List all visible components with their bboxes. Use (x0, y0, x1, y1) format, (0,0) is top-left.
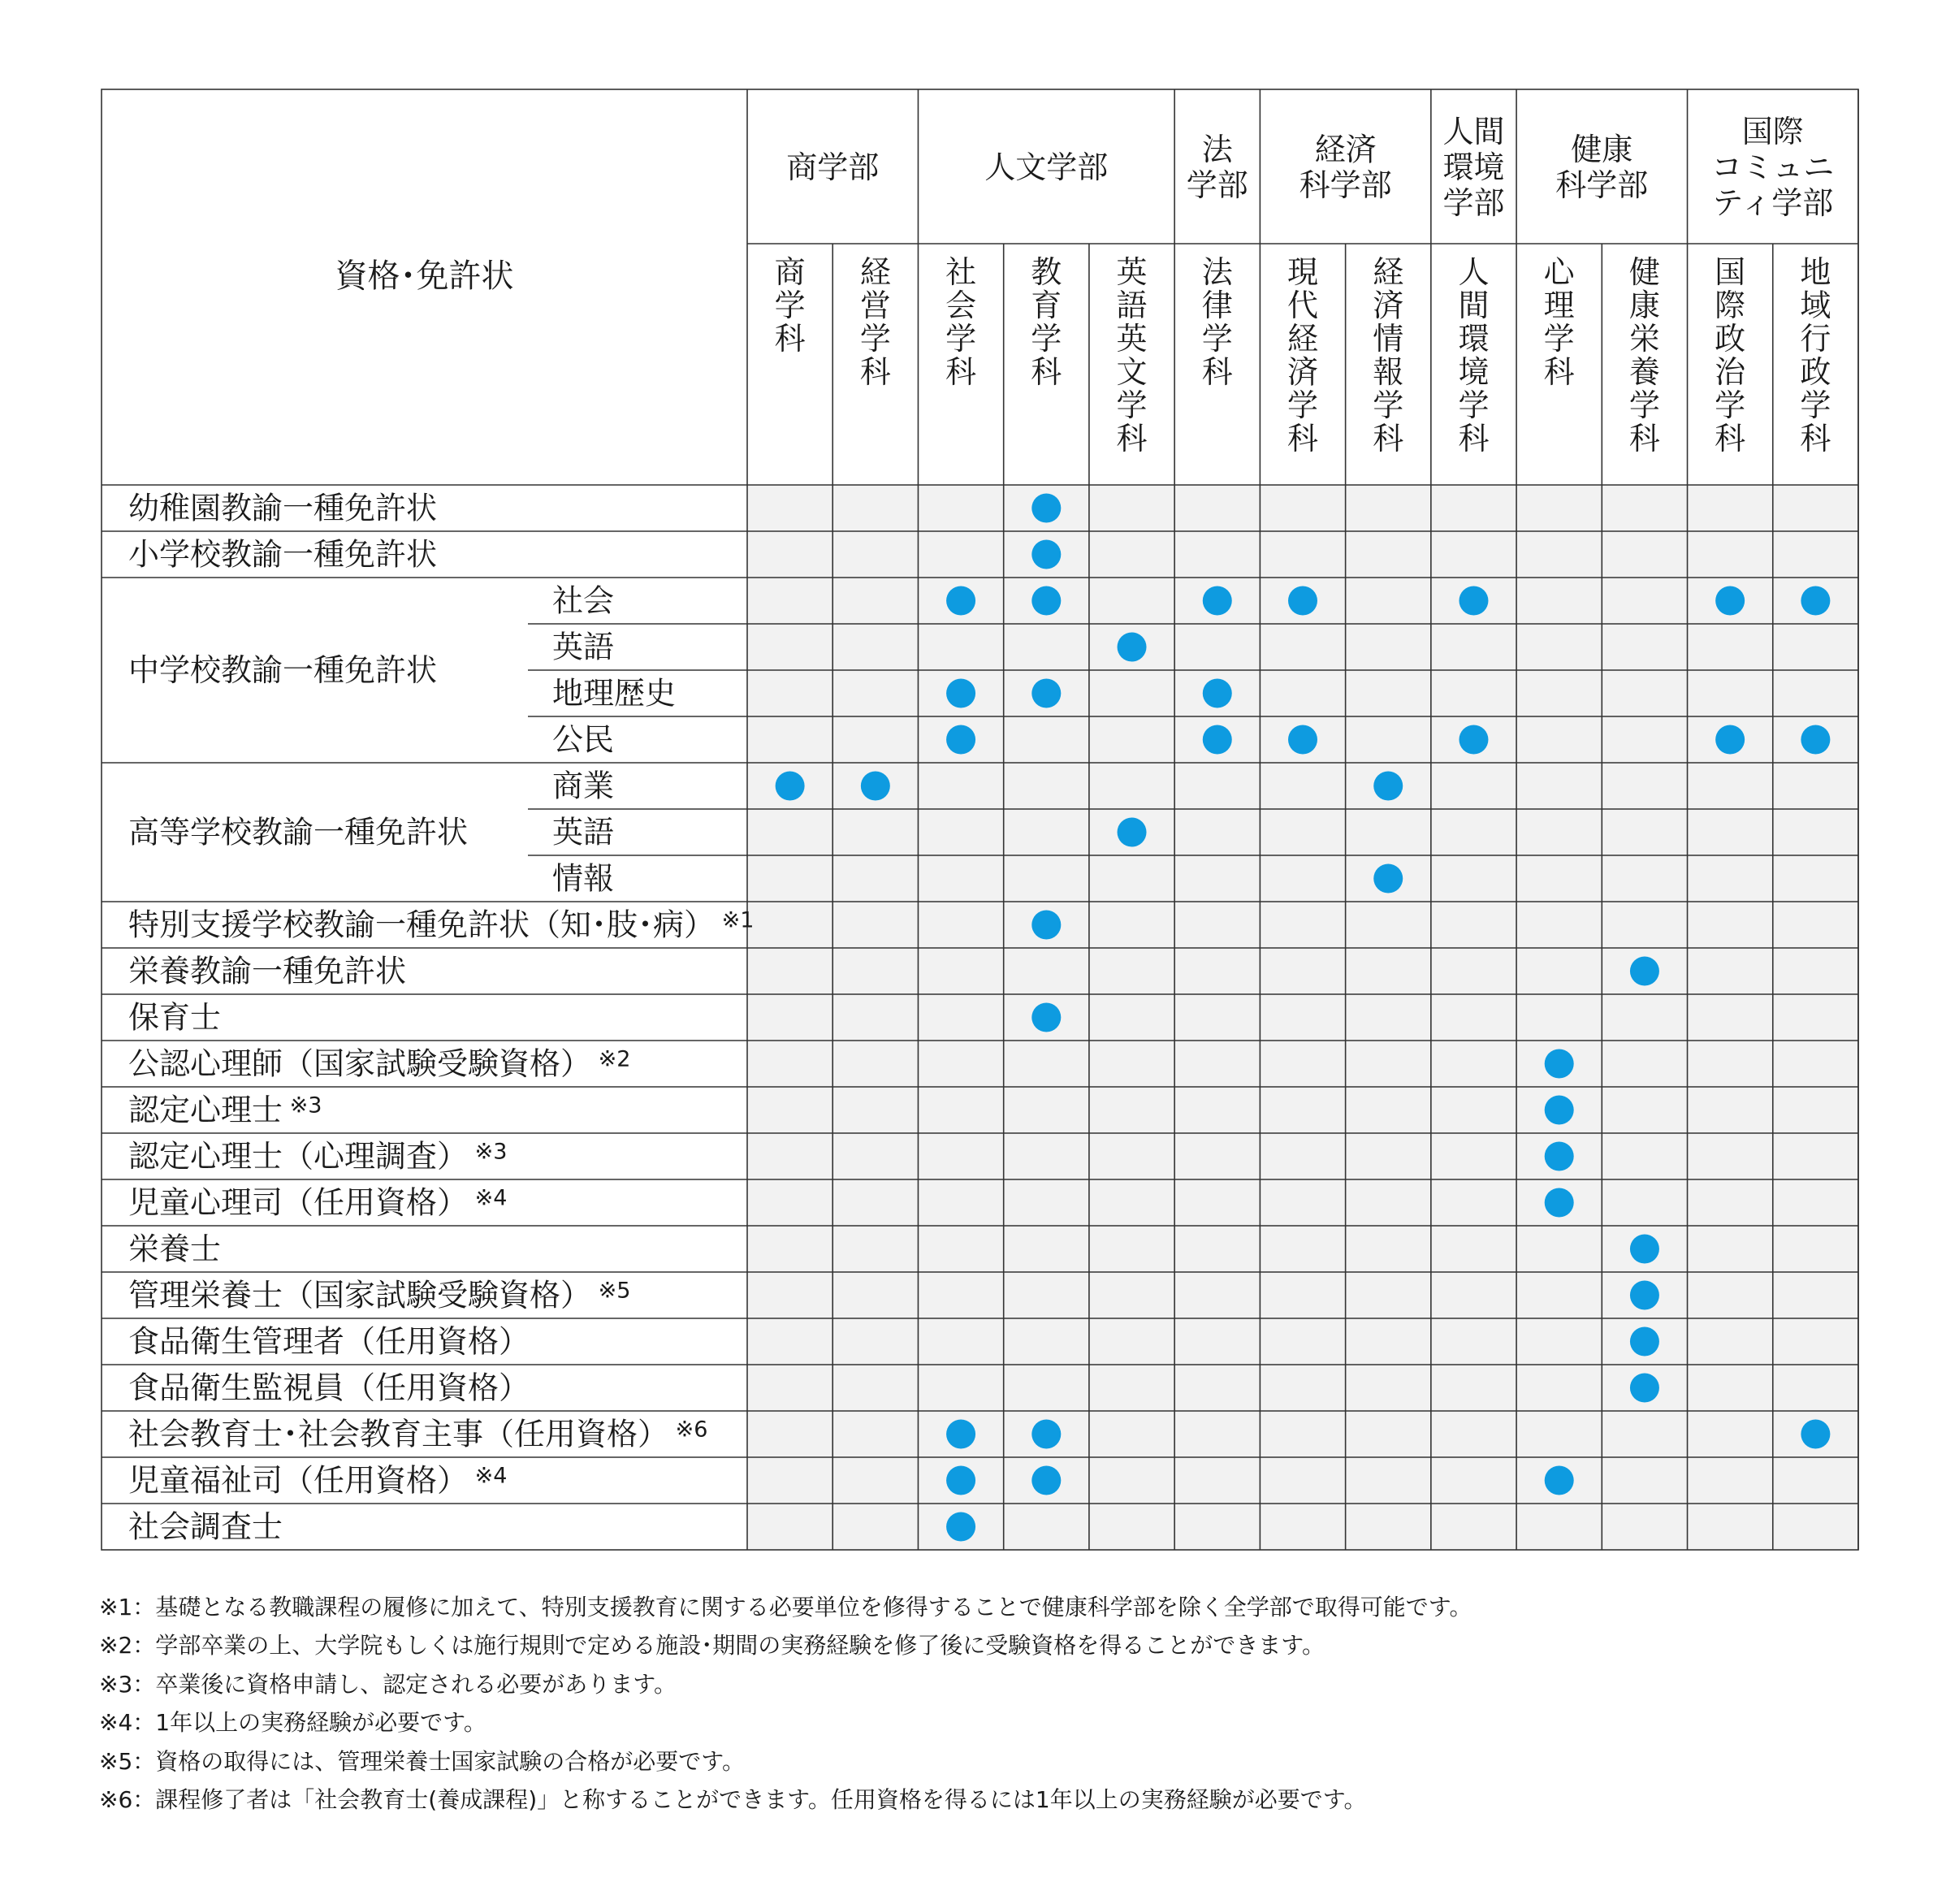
faculty-header-1: 人文学部 (984, 149, 1109, 185)
available-marker (1801, 586, 1830, 616)
faculty-header-5: 健康科学部 (1555, 132, 1649, 203)
qualification-label: 管理栄養士（国家試験受験資格） $^{※5}$ (128, 1277, 631, 1313)
available-marker (946, 586, 975, 616)
department-header-9: 心理学科 (1543, 254, 1575, 390)
subject-label: 商業 (552, 768, 615, 804)
qualification-label: 中学校教諭一種免許状 (128, 652, 438, 688)
qualification-label: 栄養士 (128, 1231, 222, 1267)
available-marker (1031, 1003, 1061, 1032)
department-header-8: 人間環境学科 (1458, 254, 1490, 457)
available-marker (1373, 772, 1403, 801)
available-marker (1031, 1466, 1061, 1495)
available-marker (1203, 725, 1232, 755)
footnote-text: 1年以上の実務経験が必要です。 (155, 1709, 486, 1737)
available-marker (946, 679, 975, 708)
qualification-label: 児童福祉司（任用資格） $^{※4}$ (128, 1462, 508, 1499)
available-marker (1203, 679, 1232, 708)
available-marker (946, 1420, 975, 1449)
footnote-key: ※1： (99, 1594, 156, 1621)
department-header-10: 健康栄養学科 (1628, 254, 1660, 457)
available-marker (1031, 540, 1061, 569)
available-marker (861, 772, 890, 801)
qualification-label: 保育士 (128, 999, 222, 1036)
mark-area-background (747, 485, 1858, 1550)
footnote (99, 1665, 1927, 1703)
department-header-4: 英語英文学科 (1116, 254, 1148, 457)
department-header-7: 経済情報学科 (1373, 254, 1404, 457)
footnote-text: 課程修了者は「社会教育士(養成課程)」と称することができます。任用資格を得るには1年以上の実務経験が必要です。 (155, 1785, 1367, 1813)
available-marker (1031, 679, 1061, 708)
qualification-label: 認定心理士 $^{※3}$ (128, 1092, 322, 1128)
faculty-header-2: 法学部 (1186, 132, 1248, 203)
qualification-label: 児童心理司（任用資格） $^{※4}$ (128, 1184, 508, 1221)
qualification-label: 高等学校教諭一種免許状 (128, 814, 469, 850)
subject-label: 英語 (552, 814, 615, 850)
department-header-2: 社会学科 (945, 254, 977, 390)
qualification-label: 認定心理士（心理調査） $^{※3}$ (128, 1138, 508, 1175)
available-marker (1373, 864, 1403, 894)
footnote-text: 基礎となる教職課程の履修に加えて、特別支援教育に関する必要単位を修得することで健康科学部を除く全学部で取得可能です。 (155, 1594, 1472, 1621)
department-header-5: 法律学科 (1201, 254, 1233, 390)
available-marker (946, 1512, 975, 1542)
available-marker (946, 725, 975, 755)
available-marker (1031, 911, 1061, 940)
department-header-0: 商学科 (774, 254, 806, 357)
available-marker (1545, 1049, 1574, 1079)
footnote-text: 卒業後に資格申請し、認定される必要があります。 (155, 1670, 677, 1698)
available-marker (1630, 1327, 1659, 1357)
footnote-key: ※3： (99, 1670, 156, 1698)
subject-label: 英語 (552, 629, 615, 665)
faculty-header-4: 人間環境学部 (1442, 114, 1505, 221)
available-marker (946, 1466, 975, 1495)
available-marker (1288, 586, 1317, 616)
qualification-label: 栄養教諭一種免許状 (128, 953, 407, 989)
footnotes (99, 1588, 1927, 1819)
department-header-6: 現代経済学科 (1287, 254, 1319, 457)
subject-label: 地理歴史 (552, 675, 677, 712)
qualification-label: 幼稚園教諭一種免許状 (128, 490, 438, 526)
subject-label: 社会 (552, 582, 615, 619)
available-marker (1715, 586, 1745, 616)
faculty-header-3: 経済科学部 (1299, 132, 1392, 203)
available-marker (1630, 957, 1659, 986)
footnote (99, 1626, 1927, 1664)
faculty-header-6: 国際コミュニティ学部 (1711, 114, 1835, 221)
footnote-key: ※5： (99, 1747, 156, 1775)
footnote-key: ※6： (99, 1785, 156, 1813)
available-marker (1630, 1281, 1659, 1310)
available-marker (1118, 818, 1147, 847)
available-marker (1031, 586, 1061, 616)
footnote-text: 学部卒業の上、大学院もしくは施行規則で定める施設･期間の実務経験を修了後に受験資格を得ることができます。 (155, 1632, 1325, 1660)
department-header-3: 教育学科 (1031, 254, 1062, 390)
qualification-label: 食品衛生管理者（任用資格） (128, 1323, 530, 1360)
subject-label: 情報 (552, 860, 615, 897)
footnote-key: ※2： (99, 1632, 156, 1660)
qualification-label: 特別支援学校教諭一種免許状（知･肢･病） $^{※1}$ (128, 907, 755, 943)
available-marker (1031, 494, 1061, 523)
available-marker (1288, 725, 1317, 755)
available-marker (1203, 586, 1232, 616)
available-marker (776, 772, 805, 801)
available-marker (1630, 1374, 1659, 1403)
footnote (99, 1588, 1927, 1626)
faculty-header-0: 商学部 (786, 149, 880, 185)
available-marker (1459, 725, 1488, 755)
available-marker (1031, 1420, 1061, 1449)
footnote (99, 1742, 1927, 1781)
qualification-label: 小学校教諭一種免許状 (128, 536, 438, 573)
available-marker (1118, 633, 1147, 662)
qualification-label: 食品衛生監視員（任用資格） (128, 1370, 530, 1406)
available-marker (1801, 1420, 1830, 1449)
available-marker (1545, 1466, 1574, 1495)
department-header-12: 地域行政学科 (1800, 254, 1831, 457)
department-header-11: 国際政治学科 (1715, 254, 1746, 457)
available-marker (1459, 586, 1488, 616)
available-marker (1545, 1142, 1574, 1171)
footnote-text: 資格の取得には、管理栄養士国家試験の合格が必要です。 (155, 1747, 746, 1775)
available-marker (1545, 1188, 1574, 1218)
qualification-label: 社会調査士 (128, 1508, 283, 1545)
available-marker (1545, 1096, 1574, 1125)
available-marker (1630, 1235, 1659, 1264)
qualification-label: 公認心理師（国家試験受験資格） $^{※2}$ (128, 1045, 631, 1082)
corner-label: 資格･免許状 (335, 257, 514, 295)
qualification-label: 社会教育士･社会教育主事（任用資格） $^{※6}$ (128, 1416, 708, 1452)
footnote (99, 1781, 1927, 1819)
available-marker (1715, 725, 1745, 755)
footnote-key: ※4： (99, 1709, 156, 1737)
footnote (99, 1703, 1927, 1742)
available-marker (1801, 725, 1830, 755)
department-header-1: 経営学科 (859, 254, 891, 390)
subject-label: 公民 (552, 721, 615, 758)
